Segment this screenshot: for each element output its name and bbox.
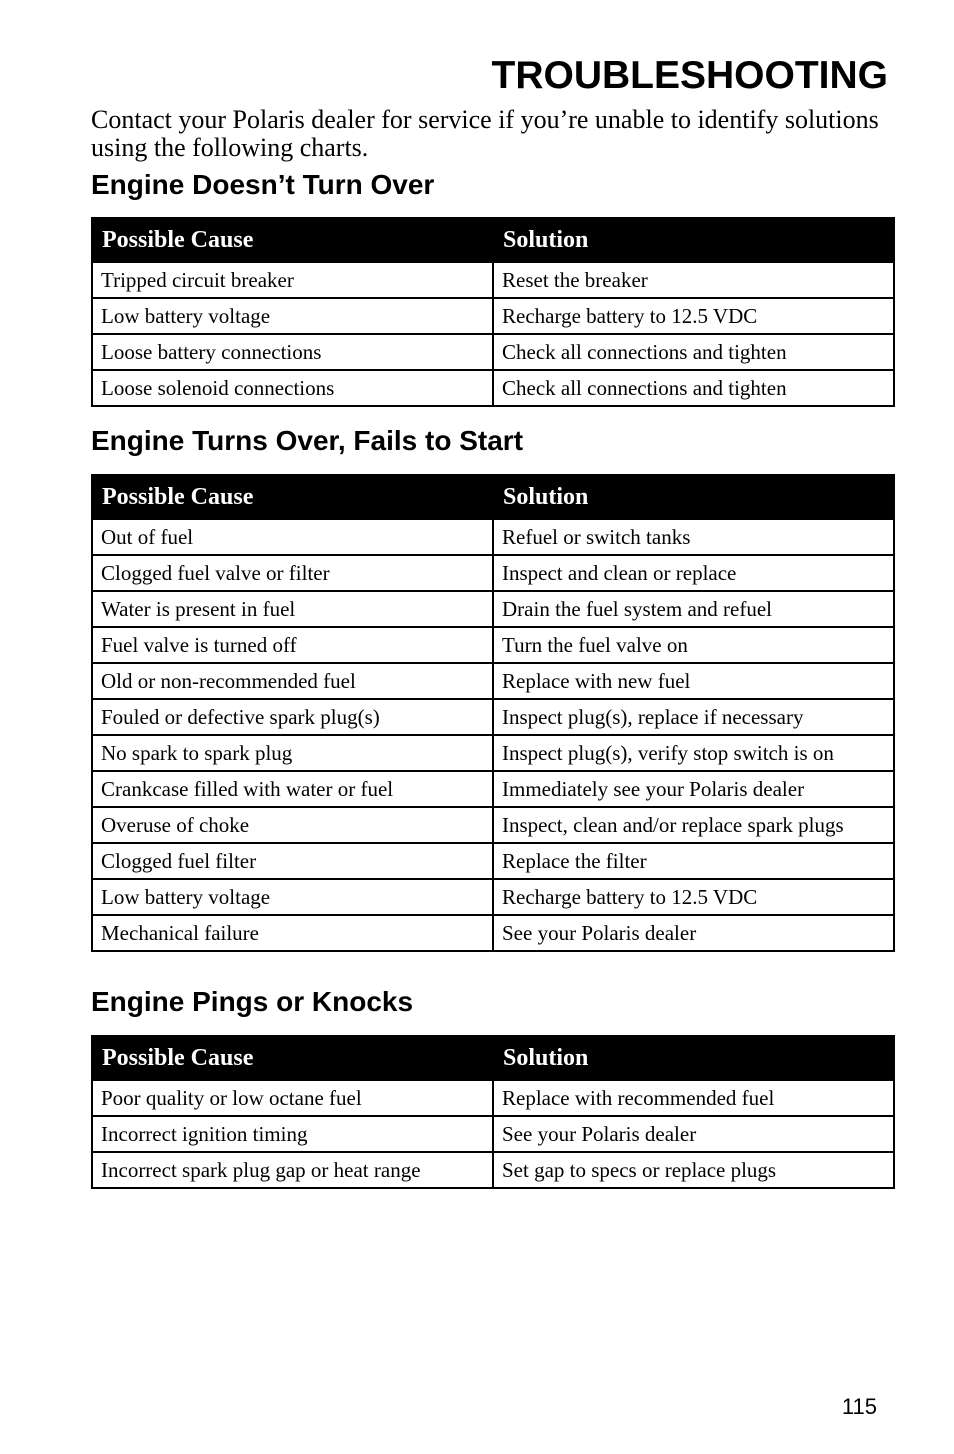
cause-cell: Fuel valve is turned off <box>92 627 493 663</box>
cause-cell: Clogged fuel filter <box>92 843 493 879</box>
solution-cell: Check all connections and tighten <box>493 334 894 370</box>
table-row <box>92 1116 894 1152</box>
cause-cell: Crankcase filled with water or fuel <box>92 771 493 807</box>
cause-cell: Poor quality or low octane fuel <box>92 1080 493 1116</box>
table-row <box>92 771 894 807</box>
solution-cell: Refuel or switch tanks <box>493 519 894 555</box>
column-header-solution: Solution <box>493 218 894 262</box>
cause-cell: Loose solenoid connections <box>92 370 493 406</box>
section-heading: Engine Turns Over, Fails to Start <box>91 425 524 456</box>
solution-cell: Inspect, clean and/or replace spark plugs <box>493 807 894 843</box>
table-row <box>92 807 894 843</box>
table-row <box>92 519 894 555</box>
solution-cell: Replace with recommended fuel <box>493 1080 894 1116</box>
cause-cell: Tripped circuit breaker <box>92 262 493 298</box>
solution-cell: Drain the fuel system and refuel <box>493 591 894 627</box>
table-row <box>92 1152 894 1188</box>
cause-cell: Out of fuel <box>92 519 493 555</box>
table-header-row <box>92 218 894 262</box>
solution-cell: See your Polaris dealer <box>493 915 894 951</box>
solution-cell: Turn the fuel valve on <box>493 627 894 663</box>
table-row <box>92 627 894 663</box>
section-heading: Engine Doesn’t Turn Over <box>91 169 435 200</box>
solution-cell: Inspect and clean or replace <box>493 555 894 591</box>
column-header-cause: Possible Cause <box>92 218 493 262</box>
solution-cell: Inspect plug(s), verify stop switch is on <box>493 735 894 771</box>
table-header-row <box>92 1036 894 1080</box>
troubleshooting-table <box>91 1035 895 1189</box>
table-header-row <box>92 475 894 519</box>
solution-cell: Reset the breaker <box>493 262 894 298</box>
table-row <box>92 370 894 406</box>
solution-cell: Replace the filter <box>493 843 894 879</box>
column-header-solution: Solution <box>493 1036 894 1080</box>
cause-cell: Old or non-recommended fuel <box>92 663 493 699</box>
solution-cell: Replace with new fuel <box>493 663 894 699</box>
cause-cell: Incorrect ignition timing <box>92 1116 493 1152</box>
table-row <box>92 843 894 879</box>
solution-cell: Recharge battery to 12.5 VDC <box>493 298 894 334</box>
cause-cell: No spark to spark plug <box>92 735 493 771</box>
solution-cell: Recharge battery to 12.5 VDC <box>493 879 894 915</box>
table-row <box>92 555 894 591</box>
table-row <box>92 262 894 298</box>
solution-cell: Immediately see your Polaris dealer <box>493 771 894 807</box>
troubleshooting-table <box>91 474 895 952</box>
page-number: 115 <box>841 1394 877 1419</box>
section-heading: Engine Pings or Knocks <box>91 986 414 1017</box>
table-row <box>92 879 894 915</box>
solution-cell: Set gap to specs or replace plugs <box>493 1152 894 1188</box>
solution-cell: See your Polaris dealer <box>493 1116 894 1152</box>
table-row <box>92 591 894 627</box>
cause-cell: Low battery voltage <box>92 879 493 915</box>
cause-cell: Overuse of choke <box>92 807 493 843</box>
column-header-solution: Solution <box>493 475 894 519</box>
solution-cell: Check all connections and tighten <box>493 370 894 406</box>
troubleshooting-table <box>91 217 895 407</box>
cause-cell: Fouled or defective spark plug(s) <box>92 699 493 735</box>
table-row <box>92 663 894 699</box>
cause-cell: Water is present in fuel <box>92 591 493 627</box>
column-header-cause: Possible Cause <box>92 1036 493 1080</box>
table-row <box>92 1080 894 1116</box>
table-row <box>92 334 894 370</box>
cause-cell: Clogged fuel valve or filter <box>92 555 493 591</box>
table-row <box>92 298 894 334</box>
cause-cell: Low battery voltage <box>92 298 493 334</box>
cause-cell: Loose battery connections <box>92 334 493 370</box>
table-row <box>92 699 894 735</box>
intro-text: Contact your Polaris dealer for service if you’re unable to identify solutions using the following charts. <box>91 105 879 162</box>
solution-cell: Inspect plug(s), replace if necessary <box>493 699 894 735</box>
page-title: TROUBLESHOOTING <box>491 54 888 97</box>
table-row <box>92 735 894 771</box>
column-header-cause: Possible Cause <box>92 475 493 519</box>
table-row <box>92 915 894 951</box>
cause-cell: Mechanical failure <box>92 915 493 951</box>
cause-cell: Incorrect spark plug gap or heat range <box>92 1152 493 1188</box>
